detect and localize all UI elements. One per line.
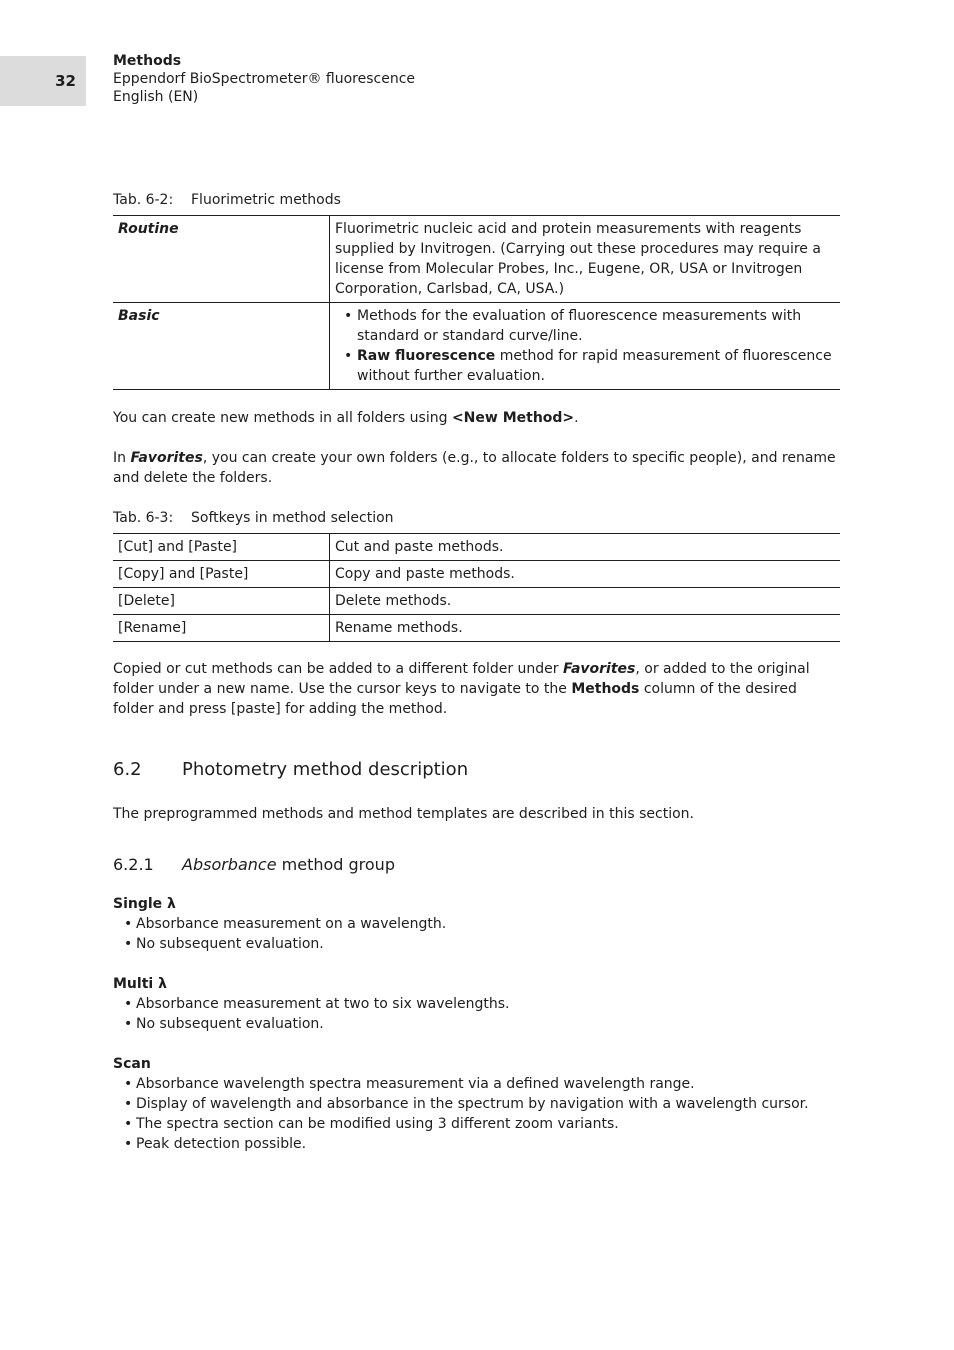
fluorimetric-methods-table	[113, 215, 840, 390]
section-number: 6.2	[113, 759, 142, 780]
section-number: 6.2.1	[113, 855, 154, 874]
favorites-paragraph	[113, 448, 840, 488]
list-item: • Absorbance measurement at two to six wavelengths.	[136, 994, 840, 1014]
softkey-description: Copy and paste methods.	[330, 561, 841, 588]
softkey-cell: [Rename]	[113, 615, 330, 642]
table-row	[113, 216, 840, 303]
scan-heading: Scan	[113, 1056, 151, 1072]
new-method-paragraph	[113, 408, 840, 428]
table-row	[113, 561, 840, 588]
routine-description: Fluorimetric nucleic acid and protein measurements with reagents supplied by Invitrogen. (Carrying out these procedures may require a license from Molecular Probes, Inc., Eugene, OR, USA or Invitrogen Corporation, Carlsbad, CA, USA.)	[330, 216, 841, 303]
list-item: • No subsequent evaluation.	[136, 1014, 840, 1034]
table1-title: Fluorimetric methods	[191, 192, 341, 208]
product-name: Eppendorf BioSpectrometer® fluorescence	[113, 71, 416, 87]
table1-caption	[113, 190, 840, 210]
list-item	[357, 346, 835, 386]
table-row	[113, 303, 840, 390]
basic-label: Basic	[113, 303, 330, 390]
softkey-cell: [Cut] and [Paste]	[113, 534, 330, 561]
basic-description	[330, 303, 841, 390]
raw-fluorescence-term: Raw fluorescence	[357, 348, 496, 364]
new-method-term: <New Method>	[451, 410, 575, 426]
section-intro: The preprogrammed methods and method templates are described in this section.	[113, 806, 694, 822]
text-run: You can create new methods in all folders using	[113, 410, 452, 426]
list-item: • Absorbance wavelength spectra measurement via a defined wavelength range.	[136, 1074, 840, 1094]
single-lambda-heading: Single λ	[113, 896, 176, 912]
table1-wrapper	[113, 215, 840, 390]
softkeys-table	[113, 533, 840, 642]
running-header	[113, 52, 415, 106]
page-number: 32	[0, 56, 86, 106]
section-title: method group	[276, 855, 395, 874]
text-run: column of the desired folder and press [paste] for adding the method.	[113, 681, 797, 717]
routine-label: Routine	[113, 216, 330, 303]
table-row	[113, 588, 840, 615]
scan-block	[113, 1054, 840, 1154]
favorites-term: Favorites	[130, 450, 203, 466]
table-row	[113, 534, 840, 561]
multi-lambda-block	[113, 974, 840, 1034]
text-run: Copied or cut methods can be added to a different folder under	[113, 661, 563, 677]
softkey-description: Rename methods.	[330, 615, 841, 642]
language-label: English (EN)	[113, 89, 199, 105]
single-lambda-block	[113, 894, 840, 954]
basic-list	[335, 306, 835, 386]
table2-wrapper	[113, 533, 840, 642]
list-item: • Peak detection possible.	[136, 1134, 840, 1154]
single-lambda-list	[113, 914, 840, 954]
favorites-term: Favorites	[563, 661, 636, 677]
list-item: • Methods for the evaluation of fluorescence measurements with standard or standard curve/line.	[357, 306, 835, 346]
softkey-cell: [Copy] and [Paste]	[113, 561, 330, 588]
methods-term: Methods	[571, 681, 640, 697]
table1-number: Tab. 6-2:	[113, 192, 174, 208]
table-row	[113, 615, 840, 642]
chapter-title: Methods	[113, 53, 182, 69]
table2-number: Tab. 6-3:	[113, 510, 174, 526]
section-heading-6-2-1	[113, 854, 840, 876]
list-item: • Display of wavelength and absorbance in the spectrum by navigation with a wavelength cursor.	[136, 1094, 840, 1114]
softkey-description: Delete methods.	[330, 588, 841, 615]
table2-caption	[113, 508, 840, 528]
text-run: .	[574, 410, 579, 426]
absorbance-term: Absorbance	[182, 855, 277, 874]
raw-fluorescence-text: method for rapid measurement of fluorescence without further evaluation.	[357, 348, 832, 384]
section-heading-6-2	[113, 758, 840, 782]
scan-list	[113, 1074, 840, 1154]
softkey-cell: [Delete]	[113, 588, 330, 615]
softkey-description: Cut and paste methods.	[330, 534, 841, 561]
text-run: In	[113, 450, 131, 466]
section-title: Photometry method description	[182, 759, 469, 780]
list-item: • No subsequent evaluation.	[136, 934, 840, 954]
list-item: • Absorbance measurement on a wavelength.	[136, 914, 840, 934]
text-run: , or added to the original folder under a new name. Use the cursor keys to navigate to the	[113, 661, 810, 697]
text-run: , you can create your own folders (e.g., to allocate folders to specific people), and rename and delete the folders.	[113, 450, 836, 486]
list-item: • The spectra section can be modified using 3 different zoom variants.	[136, 1114, 840, 1134]
multi-lambda-list	[113, 994, 840, 1034]
table2-title: Softkeys in method selection	[191, 510, 394, 526]
multi-lambda-heading: Multi λ	[113, 976, 167, 992]
copy-cut-paragraph	[113, 659, 840, 719]
